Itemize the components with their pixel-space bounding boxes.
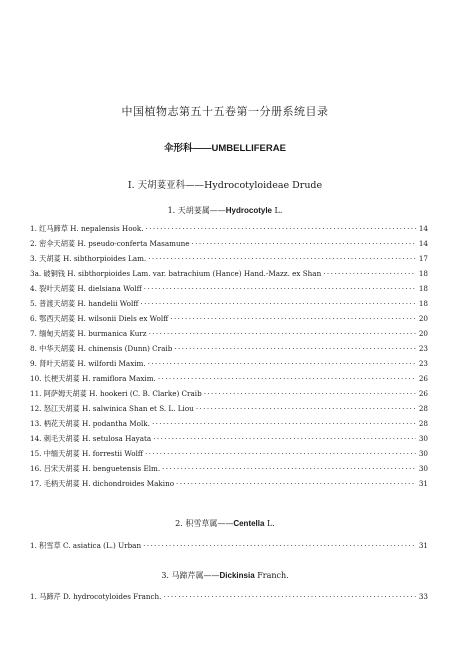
leader-dots (148, 359, 416, 368)
entry-page: 18 (418, 269, 428, 278)
genus-heading-centella (0, 518, 450, 529)
genus-latin-name: Hydrocotyle (225, 206, 272, 215)
entry-text: 6. 鄂西天胡荽 H. wilsonii Diels ex Wolff (30, 314, 169, 323)
entry-text: 1. 马蹄芹 D. hydrocotyloides Franch. (30, 592, 162, 601)
genus-authority: L. (264, 519, 275, 528)
family-heading: 伞形科——UMBELLIFERAE (164, 143, 286, 154)
entry-page: 33 (418, 592, 428, 601)
genus-latin-name: Centella (233, 519, 265, 528)
genus-latin-name: Dickinsia (219, 571, 255, 580)
list-item (30, 434, 428, 449)
list-item (30, 299, 428, 314)
entry-list-centella (30, 541, 428, 556)
entry-text: 17. 毛柄天胡荽 H. dichondroides Makino (30, 479, 175, 488)
entry-text: 9. 肾叶天胡荽 H. wilfordi Maxim. (30, 359, 146, 368)
list-item (30, 419, 428, 434)
list-item (30, 404, 428, 419)
entry-page: 26 (418, 374, 428, 383)
entry-page: 23 (418, 359, 428, 368)
list-item (30, 479, 428, 494)
leader-dots (143, 541, 416, 550)
entry-text: 15. 中缅天胡荽 H. forrestii Wolff (30, 449, 143, 458)
leader-dots (146, 224, 417, 233)
leader-dots (163, 592, 416, 601)
entry-page: 30 (418, 464, 428, 473)
entry-page: 23 (418, 344, 428, 353)
entry-text: 12. 怒江天胡荽 H. salwinica Shan et S. L. Liou (30, 404, 194, 413)
leader-dots (153, 434, 416, 443)
page-title: 中国植物志第五十五卷第一分册系统目录 (121, 105, 329, 118)
entry-page: 14 (418, 224, 428, 233)
entry-text: 8. 中华天胡荽 H. chinensis (Dunn) Craib (30, 344, 173, 353)
leader-dots (149, 329, 416, 338)
list-item (30, 224, 428, 239)
entry-page: 31 (418, 479, 428, 488)
entry-page: 26 (418, 389, 428, 398)
entry-text: 1. 红马蹄草 H. nepalensis Hook. (30, 224, 144, 233)
leader-dots (191, 239, 416, 248)
entry-text: 3a. 破铜钱 H. sibthorpioides Lam. var. batrachium (Hance) Hand.-Mazz. ex Shan (30, 269, 322, 278)
genus-cn-name: 2. 积雪草属—— (175, 519, 234, 528)
list-item (30, 239, 428, 254)
entry-text: 13. 柄花天胡荽 H. podantha Molk. (30, 419, 150, 428)
leader-dots (174, 344, 416, 353)
list-item (30, 389, 428, 404)
leader-dots (148, 254, 416, 263)
entry-text: 11. 阿萨姆天胡荽 H. hookeri (C. B. Clarke) Craib (30, 389, 202, 398)
list-item (30, 464, 428, 479)
entry-page: 30 (418, 434, 428, 443)
genus-heading-dickinsia (0, 570, 450, 581)
entry-page: 14 (418, 239, 428, 248)
entry-text: 14. 刺毛天胡荽 H. setulosa Hayata (30, 434, 152, 443)
genus-cn-name: 1. 天胡荽属—— (167, 206, 226, 215)
genus-heading-hydrocotyle (0, 205, 450, 216)
entry-text: 16. 吕宋天胡荽 H. benguetensis Elm. (30, 464, 161, 473)
entry-text: 2. 密伞天胡荽 H. pseudo-conferta Masamune (30, 239, 190, 248)
list-item (30, 541, 428, 556)
entry-page: 31 (418, 541, 428, 550)
genus-authority: Franch. (254, 571, 289, 580)
list-item (30, 269, 428, 284)
leader-dots (140, 299, 416, 308)
entry-text: 5. 普渡天胡荽 H. handelii Wolff (30, 299, 139, 308)
leader-dots (162, 464, 416, 473)
list-item (30, 374, 428, 389)
leader-dots (204, 389, 416, 398)
entry-page: 28 (418, 419, 428, 428)
leader-dots (170, 314, 416, 323)
list-item (30, 329, 428, 344)
leader-dots (158, 374, 416, 383)
list-item (30, 449, 428, 464)
entry-list-hydrocotyle (30, 224, 428, 494)
genus-cn-name: 3. 马蹄芹属—— (161, 571, 220, 580)
leader-dots (144, 284, 416, 293)
list-item (30, 314, 428, 329)
entry-page: 30 (418, 449, 428, 458)
entry-page: 28 (418, 404, 428, 413)
entry-page: 20 (418, 329, 428, 338)
list-item (30, 344, 428, 359)
list-item (30, 254, 428, 269)
entry-page: 17 (418, 254, 428, 263)
entry-text: 7. 缅甸天胡荽 H. burmanica Kurz (30, 329, 147, 338)
leader-dots (145, 449, 416, 458)
entry-page: 18 (418, 284, 428, 293)
subfamily-heading: I. 天胡荽亚科——Hydrocotyloideae Drude (127, 180, 323, 191)
list-item (30, 284, 428, 299)
entry-text: 10. 长梗天胡荽 H. ramiflora Maxim. (30, 374, 156, 383)
leader-dots (152, 419, 416, 428)
leader-dots (323, 269, 416, 278)
entry-text: 4. 裂叶天胡荽 H. dielsiana Wolff (30, 284, 142, 293)
entry-list-dickinsia (30, 592, 428, 607)
leader-dots (176, 479, 416, 488)
entry-page: 20 (418, 314, 428, 323)
leader-dots (196, 404, 416, 413)
entry-page: 18 (418, 299, 428, 308)
list-item (30, 592, 428, 607)
list-item (30, 359, 428, 374)
entry-text: 3. 天胡荽 H. sibthorpioides Lam. (30, 254, 147, 263)
genus-authority: L. (272, 206, 283, 215)
entry-text: 1. 积雪草 C. asiatica (L.) Urban (30, 541, 142, 550)
